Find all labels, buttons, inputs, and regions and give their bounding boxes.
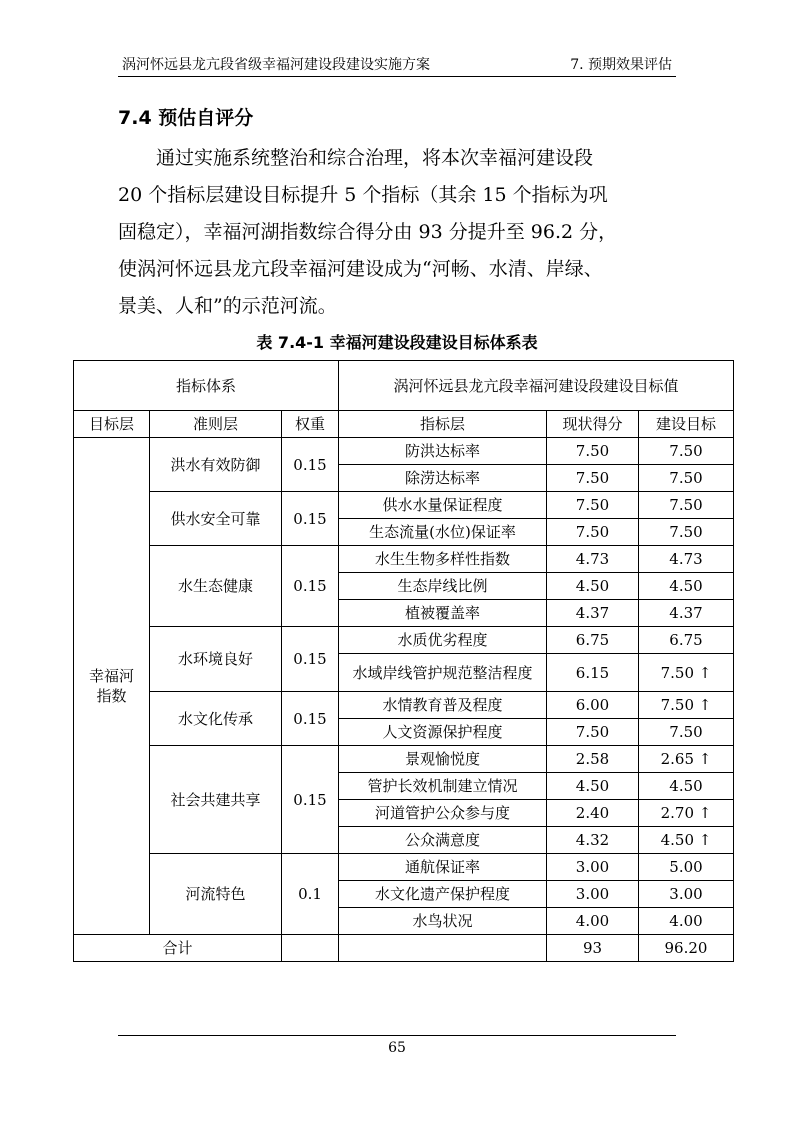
current-score-cell: 4.37 (547, 600, 639, 627)
current-score-cell: 7.50 (547, 438, 639, 465)
indicator-name-cell: 供水水量保证程度 (339, 492, 547, 519)
current-score-cell: 3.00 (547, 881, 639, 908)
table-row (74, 546, 734, 573)
current-score-cell: 4.73 (547, 546, 639, 573)
current-score-cell: 7.50 (547, 719, 639, 746)
indicator-name-cell: 水域岸线管护规范整洁程度 (339, 654, 547, 692)
current-score-cell: 6.15 (547, 654, 639, 692)
page-number: 65 (388, 1040, 406, 1056)
section-heading: 7.4 预估自评分 (118, 107, 254, 129)
weight-cell: 0.15 (282, 692, 339, 746)
criterion-cell: 洪水有效防御 (150, 438, 282, 492)
target-score-cell: 4.73 (639, 546, 734, 573)
total-label-cell: 合计 (74, 935, 282, 962)
indicator-name-cell: 水质优劣程度 (339, 627, 547, 654)
weight-cell: 0.15 (282, 746, 339, 854)
total-target-cell: 96.20 (639, 935, 734, 962)
weight-cell: 0.15 (282, 492, 339, 546)
table-row (74, 746, 734, 773)
column-header: 指标层 (339, 411, 547, 438)
table-column-header-row (74, 411, 734, 438)
target-score-cell: 4.50 (639, 573, 734, 600)
indicator-name-cell: 公众满意度 (339, 827, 547, 854)
header-document-title: 涡河怀远县龙亢段省级幸福河建设段建设实施方案 (122, 57, 430, 73)
target-score-cell: 7.50 ↑ (639, 692, 734, 719)
paragraph-line: 使涡河怀远县龙亢段幸福河建设成为“河畅、水清、岸绿、 (118, 258, 603, 280)
current-score-cell: 6.75 (547, 627, 639, 654)
page-header (118, 48, 676, 77)
indicator-name-cell: 除涝达标率 (339, 465, 547, 492)
target-score-cell: 7.50 (639, 465, 734, 492)
table-caption: 表 7.4-1 幸福河建设段建设目标体系表 (256, 333, 538, 352)
current-score-cell: 4.00 (547, 908, 639, 935)
current-score-cell: 2.40 (547, 800, 639, 827)
indicator-name-cell: 通航保证率 (339, 854, 547, 881)
indicator-name-cell: 水鸟状况 (339, 908, 547, 935)
body-paragraph (118, 140, 683, 325)
criterion-cell: 供水安全可靠 (150, 492, 282, 546)
total-current-cell: 93 (547, 935, 639, 962)
indicator-name-cell: 水生生物多样性指数 (339, 546, 547, 573)
page-footer (118, 1035, 676, 1056)
target-score-cell: 7.50 (639, 492, 734, 519)
table-row (74, 438, 734, 465)
current-score-cell: 7.50 (547, 465, 639, 492)
criterion-cell: 河流特色 (150, 854, 282, 935)
header-indicator-system: 指标体系 (74, 361, 339, 411)
weight-cell: 0.1 (282, 854, 339, 935)
weight-cell: 0.15 (282, 627, 339, 692)
table-row (74, 692, 734, 719)
current-score-cell: 7.50 (547, 492, 639, 519)
indicator-name-cell: 水情教育普及程度 (339, 692, 547, 719)
column-header: 建设目标 (639, 411, 734, 438)
target-score-cell: 2.70 ↑ (639, 800, 734, 827)
column-header: 现状得分 (547, 411, 639, 438)
indicator-name-cell: 管护长效机制建立情况 (339, 773, 547, 800)
column-header: 权重 (282, 411, 339, 438)
target-score-cell: 5.00 (639, 854, 734, 881)
criterion-cell: 水生态健康 (150, 546, 282, 627)
column-header: 准则层 (150, 411, 282, 438)
empty-cell (339, 935, 547, 962)
table-total-row (74, 935, 734, 962)
current-score-cell: 4.32 (547, 827, 639, 854)
target-score-cell: 4.00 (639, 908, 734, 935)
current-score-cell: 7.50 (547, 519, 639, 546)
target-score-cell: 7.50 (639, 719, 734, 746)
indicator-name-cell: 河道管护公众参与度 (339, 800, 547, 827)
indicator-name-cell: 植被覆盖率 (339, 600, 547, 627)
table-row (74, 492, 734, 519)
paragraph-line: 景美、人和”的示范河流。 (118, 295, 337, 317)
indicator-name-cell: 水文化遗产保护程度 (339, 881, 547, 908)
table-header-row (74, 361, 734, 411)
target-score-cell: 4.50 ↑ (639, 827, 734, 854)
current-score-cell: 2.58 (547, 746, 639, 773)
empty-cell (282, 935, 339, 962)
current-score-cell: 6.00 (547, 692, 639, 719)
table-row (74, 854, 734, 881)
indicator-name-cell: 人文资源保护程度 (339, 719, 547, 746)
paragraph-line: 通过实施系统整治和综合治理，将本次幸福河建设段 (156, 147, 594, 169)
indicator-name-cell: 防洪达标率 (339, 438, 547, 465)
target-score-cell: 7.50 (639, 519, 734, 546)
weight-cell: 0.15 (282, 546, 339, 627)
indicator-name-cell: 景观愉悦度 (339, 746, 547, 773)
header-chapter-title: 7. 预期效果评估 (570, 57, 672, 73)
criterion-cell: 社会共建共享 (150, 746, 282, 854)
target-score-cell: 7.50 (639, 438, 734, 465)
paragraph-line: 固稳定），幸福河湖指数综合得分由 93 分提升至 96.2 分， (118, 221, 618, 243)
column-header: 目标层 (74, 411, 150, 438)
indicator-name-cell: 生态岸线比例 (339, 573, 547, 600)
current-score-cell: 3.00 (547, 854, 639, 881)
target-layer-cell: 幸福河 指数 (74, 438, 150, 935)
table-row (74, 627, 734, 654)
indicator-name-cell: 生态流量(水位)保证率 (339, 519, 547, 546)
current-score-cell: 4.50 (547, 773, 639, 800)
target-score-cell: 2.65 ↑ (639, 746, 734, 773)
current-score-cell: 4.50 (547, 573, 639, 600)
header-target-values: 涡河怀远县龙亢段幸福河建设段建设目标值 (339, 361, 734, 411)
weight-cell: 0.15 (282, 438, 339, 492)
target-score-cell: 3.00 (639, 881, 734, 908)
target-score-cell: 4.50 (639, 773, 734, 800)
target-score-cell: 7.50 ↑ (639, 654, 734, 692)
target-score-cell: 4.37 (639, 600, 734, 627)
criterion-cell: 水文化传承 (150, 692, 282, 746)
target-score-cell: 6.75 (639, 627, 734, 654)
goal-system-table (73, 360, 734, 962)
criterion-cell: 水环境良好 (150, 627, 282, 692)
paragraph-line: 20 个指标层建设目标提升 5 个指标（其余 15 个指标为巩 (118, 184, 608, 206)
